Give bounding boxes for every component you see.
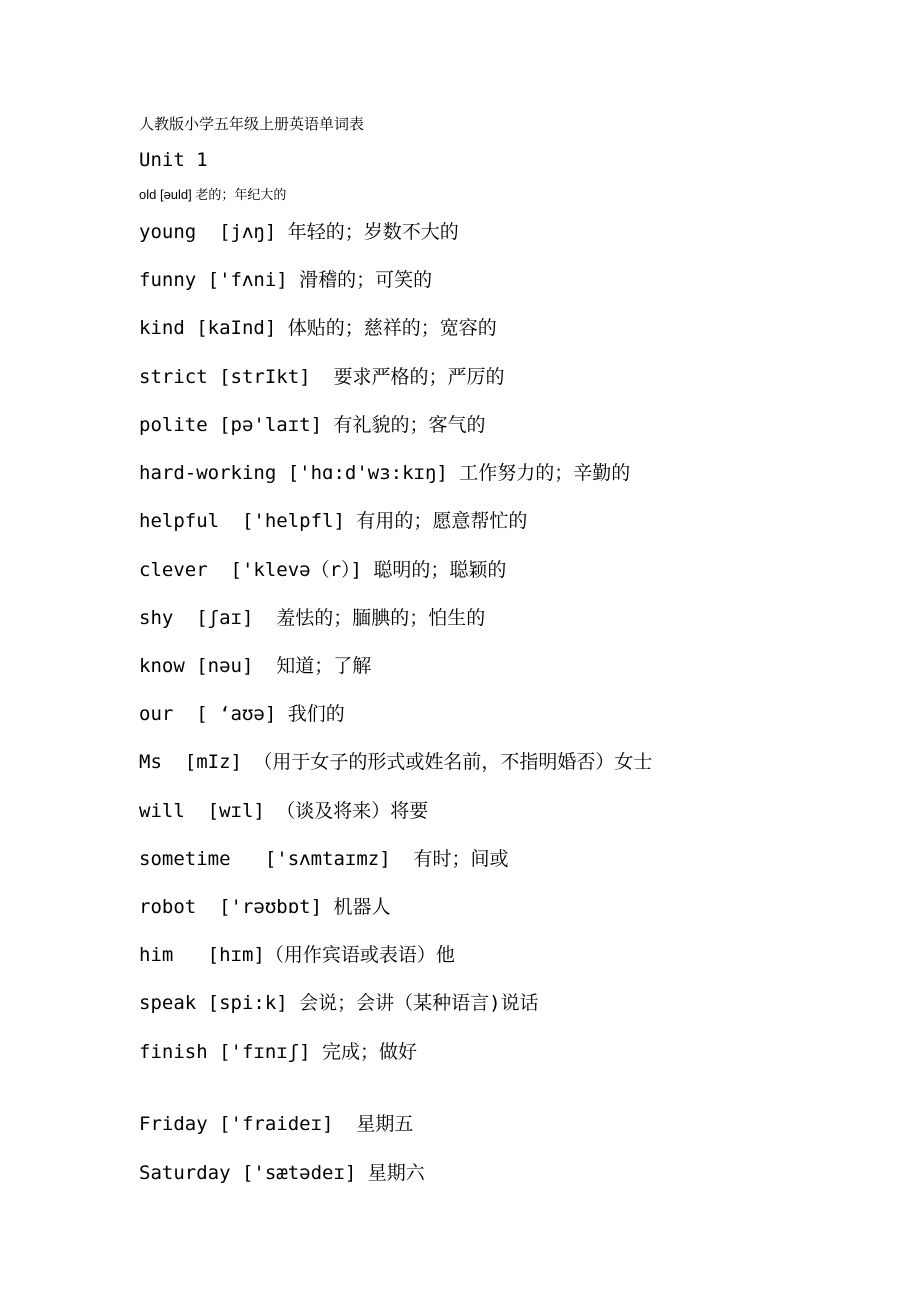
unit-heading: Unit 1 <box>139 149 208 171</box>
document-title: 人教版小学五年级上册英语单词表 <box>139 115 365 133</box>
vocab-entry: clever ['klevə（r）] 聪明的；聪颖的 <box>139 559 507 581</box>
vocab-entry: know [nəu] 知道；了解 <box>139 655 372 677</box>
vocab-entry: helpful ['helpfl] 有用的；愿意帮忙的 <box>139 510 528 532</box>
vocab-entry: Saturday ['sætədeɪ] 星期六 <box>139 1162 425 1184</box>
vocab-entry: shy [ʃaɪ] 羞怯的；腼腆的；怕生的 <box>139 607 486 629</box>
vocab-entry: strict [strIkt] 要求严格的；严厉的 <box>139 366 505 388</box>
vocab-entry: Ms [mIz] （用于女子的形式或姓名前，不指明婚否）女士 <box>139 751 653 773</box>
vocab-entry: Friday ['fraideɪ] 星期五 <box>139 1113 414 1135</box>
vocab-entry: young [jʌŋ] 年轻的；岁数不大的 <box>139 221 459 243</box>
vocab-entry: robot ['rəʊbɒt] 机器人 <box>139 896 391 918</box>
vocab-entry: our [ ‘aʊə] 我们的 <box>139 703 345 725</box>
vocab-entry: him [hɪm]（用作宾语或表语）他 <box>139 944 455 966</box>
vocab-entry: polite [pə'laɪt] 有礼貌的；客气的 <box>139 414 486 436</box>
vocab-entry: sometime ['sʌmtaɪmz] 有时；间或 <box>139 848 509 870</box>
vocab-entry: finish ['fɪnɪʃ] 完成；做好 <box>139 1041 418 1063</box>
vocab-entry: funny ['fʌni] 滑稽的；可笑的 <box>139 269 433 291</box>
vocab-entry: kind [kaInd] 体贴的；慈祥的；宽容的 <box>139 317 497 339</box>
vocab-entry: speak [spi:k] 会说；会讲（某种语言)说话 <box>139 992 539 1014</box>
vocab-entry: hard-working ['hɑ:d'wɜ:kɪŋ] 工作努力的；辛勤的 <box>139 462 631 484</box>
vocab-entry: will [wɪl] （谈及将来）将要 <box>139 800 429 822</box>
vocab-entry-old: old [əuld] 老的；年纪大的 <box>139 187 287 202</box>
